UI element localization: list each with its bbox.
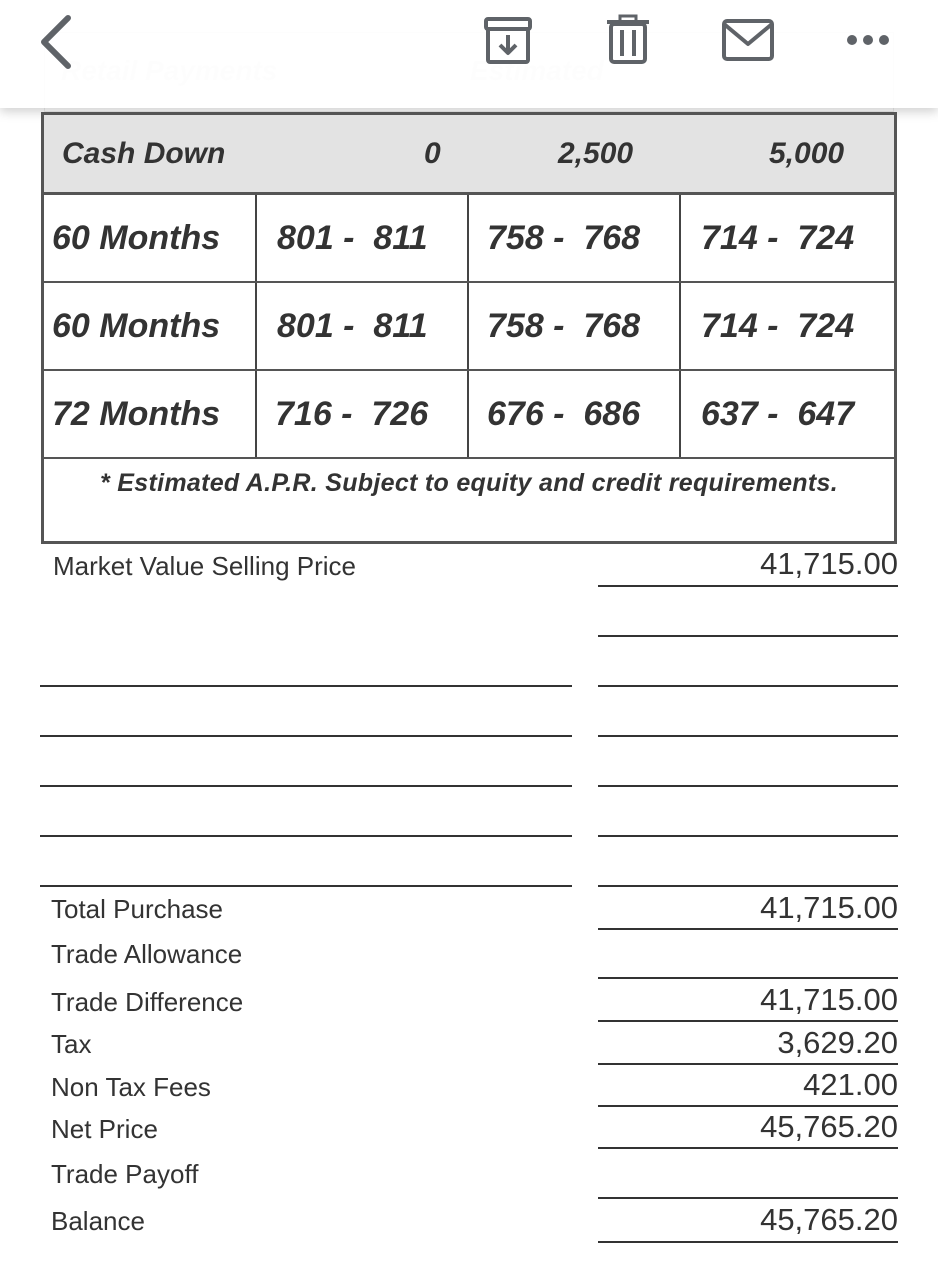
non-tax-fees-label: Non Tax Fees: [51, 1072, 211, 1102]
payment-range: 801 - 811: [255, 283, 467, 369]
mail-icon: [721, 18, 775, 62]
blank-label-line: [40, 685, 572, 687]
mail-button[interactable]: [721, 18, 775, 67]
term-label: 60 Months: [52, 307, 221, 345]
blank-label-line: [40, 885, 572, 887]
blank-amount-line: [598, 785, 898, 787]
tax-label: Tax: [51, 1029, 92, 1059]
cash-down-option: 5,000: [769, 137, 845, 170]
amount-line: [598, 1197, 898, 1199]
blank-amount-line: [598, 635, 898, 637]
payment-range: 714 - 724: [679, 283, 894, 369]
back-button[interactable]: [36, 14, 76, 75]
balance-label: Balance: [51, 1206, 145, 1236]
mail-toolbar: [0, 0, 938, 108]
term-label: 60 Months: [52, 219, 221, 257]
payment-range: 716 - 726: [255, 371, 467, 457]
archive-icon: [483, 16, 533, 66]
market-value-label: Market Value Selling Price: [53, 551, 356, 581]
net-price-amount: 45,765.20: [760, 1109, 898, 1144]
term-row: [44, 283, 894, 371]
more-button[interactable]: [846, 32, 890, 53]
cash-down-option: 2,500: [558, 137, 634, 170]
amount-line: [598, 1147, 898, 1149]
cash-down-label: Cash Down: [62, 137, 226, 170]
amount-line: [598, 928, 898, 930]
payment-rate-table: [41, 112, 897, 544]
blank-label-line: [40, 785, 572, 787]
trash-icon: [605, 14, 651, 66]
payment-range: 676 - 686: [467, 371, 679, 457]
chevron-left-icon: [36, 14, 76, 70]
term-label: 72 Months: [52, 395, 221, 433]
payment-range: 758 - 768: [467, 195, 679, 281]
cash-down-option: 0: [424, 137, 441, 170]
blank-label-line: [40, 735, 572, 737]
delete-button[interactable]: [605, 14, 651, 71]
payment-range: 714 - 724: [679, 195, 894, 281]
payment-range: 758 - 768: [467, 283, 679, 369]
more-icon: [846, 32, 890, 48]
blank-amount-line: [598, 885, 898, 887]
blank-amount-line: [598, 685, 898, 687]
balance-amount: 45,765.20: [760, 1202, 898, 1237]
apr-footnote: * Estimated A.P.R. Subject to equity and credit requirements.: [100, 469, 838, 497]
total-purchase-amount: 41,715.00: [760, 890, 898, 925]
blank-amount-line: [598, 735, 898, 737]
amount-line: [598, 585, 898, 587]
cash-down-row: [44, 115, 894, 195]
trade-difference-label: Trade Difference: [51, 987, 244, 1017]
amount-line: [598, 1020, 898, 1022]
net-price-label: Net Price: [51, 1114, 158, 1144]
amount-line: [598, 1241, 898, 1243]
payment-range: 637 - 647: [679, 371, 894, 457]
tax-amount: 3,629.20: [777, 1025, 898, 1060]
amount-line: [598, 977, 898, 979]
blank-label-line: [40, 835, 572, 837]
total-purchase-label: Total Purchase: [51, 894, 223, 924]
market-value-amount: 41,715.00: [760, 546, 898, 581]
payment-range: 801 - 811: [255, 195, 467, 281]
trade-difference-amount: 41,715.00: [760, 982, 898, 1017]
amount-line: [598, 1105, 898, 1107]
archive-button[interactable]: [483, 16, 533, 71]
term-row: [44, 195, 894, 283]
non-tax-fees-amount: 421.00: [803, 1067, 898, 1102]
blank-amount-line: [598, 835, 898, 837]
amount-line: [598, 1063, 898, 1065]
trade-payoff-label: Trade Payoff: [51, 1159, 199, 1189]
trade-allowance-label: Trade Allowance: [51, 939, 243, 969]
term-row: [44, 371, 894, 459]
